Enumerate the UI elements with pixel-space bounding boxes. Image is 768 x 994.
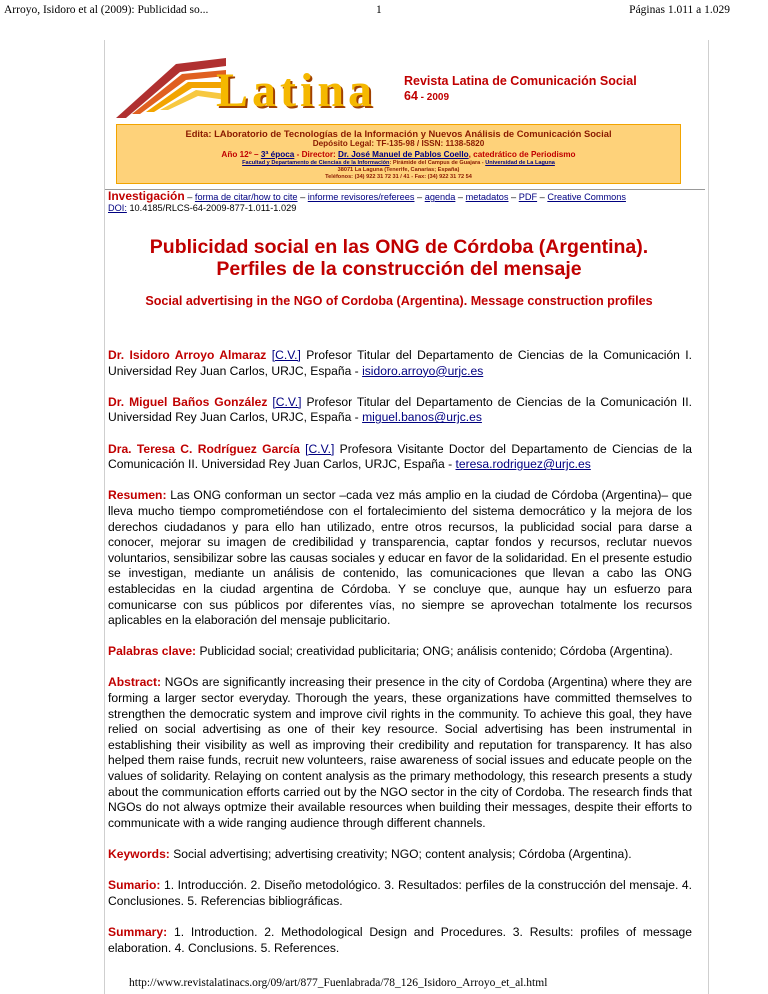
nav-link-referees[interactable]: informe revisores/referees <box>307 192 415 202</box>
journal-separator: - <box>417 92 427 103</box>
banner-legal: Depósito Legal: TF-135-98 / ISSN: 1138-5820 <box>312 139 485 148</box>
article-nav: Investigación – forma de citar/how to cite – informe revisores/referees – agenda – metadatos – PDF – Creative Commons DOI: 10.4185/RLCS-64-2009-877-1.011-1.029 <box>108 189 626 213</box>
sumario-paragraph: Sumario: 1. Introducción. 2. Diseño metodológico. 3. Resultados: perfiles de la construcción del mensaje. 4. Conclusiones. 5. Referencias bibliográficas. <box>108 878 692 908</box>
nav-divider <box>105 189 705 190</box>
print-footer-url: http://www.revistalatinacs.org/09/art/877_Fuenlabrada/78_126_Isidoro_Arroyo_et_al.html <box>129 977 548 989</box>
journal-year: 2009 <box>426 92 450 103</box>
banner-director-line: Año 12º – 3ª época - Director: Dr. José Manuel de Pablos Coello, catedrático de Periodismo <box>221 150 576 159</box>
cv-link[interactable]: [C.V.] <box>305 441 335 456</box>
nav-link-metadata[interactable]: metadatos <box>465 192 509 202</box>
print-page-number: 1 <box>376 4 382 16</box>
email-link[interactable]: miguel.banos@urjc.es <box>362 410 482 425</box>
article-subtitle: Social advertising in the NGO of Cordoba (Argentina). Message construction profiles <box>145 294 653 308</box>
keywords-label: Keywords: <box>108 847 170 861</box>
print-page-range: Páginas 1.011 a 1.029 <box>629 4 730 16</box>
doi-value: 10.4185/RLCS-64-2009-877-1.011-1.029 <box>126 203 297 213</box>
palabras-clave-paragraph: Palabras clave: Publicidad social; creatividad publicitaria; ONG; análisis contenido; Córdoba (Argentina). <box>108 644 673 659</box>
journal-title <box>404 74 694 105</box>
cv-link[interactable]: [C.V.] <box>271 348 301 362</box>
summary-paragraph: Summary: 1. Introduction. 2. Methodological Design and Procedures. 3. Results: profiles of message elaboration. 4. Conclusions. 5. References. <box>108 924 692 955</box>
author-3: Dra. Teresa C. Rodríguez García [C.V.] Profesora Visitante Doctor del Departamento de Ciencias de la Comunicación II. Universidad Rey Juan Carlos, URJC, España - teresa.rodriguez@urjc.es <box>108 441 692 472</box>
article-body <box>108 348 692 972</box>
author-name: Dr. Miguel Baños González <box>108 394 268 409</box>
sumario-label: Sumario: <box>108 878 161 893</box>
article-title: Publicidad social en las ONG de Córdoba (Argentina). Perfiles de la construcción del mensaje <box>149 236 649 280</box>
author-name: Dr. Isidoro Arroyo Almaraz <box>108 348 267 362</box>
epoca-link[interactable]: 3ª época <box>260 150 295 159</box>
latina-logo[interactable] <box>116 56 386 120</box>
publisher-banner <box>116 124 681 184</box>
abstract-label: Abstract: <box>108 675 162 690</box>
abstract-paragraph: Abstract: NGOs are significantly increasing their presence in the city of Cordoba (Argentina) where they are forming a larger sector everyday. Thorough the years, these organizations have committed themselves to strengthen the democratic system and improve civil rights in the community. To achieve this goal, they have relied on social advertising as one of their key resource. Social advertising has been instrumental in establishing their visibility as well as improving their credibility and reputation for transparency. It has also helped them raise funds, recruit new volunteers, raise awareness of social issues and educate people on the values of solidarity. Relaying on content analysis as the primary methodology, this research presents a study about the communication efforts carried out by the NGO sector in the city of Cordoba. The research finds that NGOs do not always optmize their available resources when building their messages, despite their efforts to communicate with a wide ranging audience through different channels. <box>108 675 692 830</box>
resumen-paragraph: Resumen: Las ONG conforman un sector –cada vez más amplio en la ciudad de Córdoba (Argentina)– que lleva mucho tiempo comprometiéndose con el fortalecimiento del sistema democrático y la mejora de los derechos ciudadanos y para ello han utilizado, entre otros recursos, la publicidad social para darse a conocer, mejorar su imagen de credibilidad y transparencia, captar fondos y recursos, reclutar nuevos voluntarios, sensibilizar sobre las causas sociales y educar en favor de la solidaridad. En el presente estudio se investigan, mediante un análisis de contenido, las comunicaciones que llevan a cabo las ONG establecidas en la ciudad argentina de Córdoba. Y se concluye que, aunque hay un esfuerzo para comunicarse con sus públicos por diferentes vías, no siempre se aprovechan totalmente los recursos aplicables en la elaboración del mensaje publicitario. <box>108 488 692 628</box>
director-link[interactable]: Dr. José Manuel de Pablos Coello <box>338 150 469 159</box>
logo-swoosh-icon <box>116 56 226 120</box>
banner-publisher: Edita: LAboratorio de Tecnologías de la Información y Nuevos Análisis de Comunicación Social <box>185 128 612 139</box>
journal-issue: 64 <box>404 89 418 103</box>
doi-label[interactable]: DOI: <box>108 203 127 213</box>
keywords-paragraph: Keywords: Social advertising; advertising creativity; NGO; content analysis; Córdoba (Argentina). <box>108 847 632 861</box>
author-2: Dr. Miguel Baños González [C.V.] Profesor Titular del Departamento de Ciencias de la Comunicación II. Universidad Rey Juan Carlos, URJC, España - miguel.banos@urjc.es <box>108 394 692 425</box>
banner-phones: Teléfonos: (34) 922 31 72 31 / 41 - Fax: (34) 922 31 72 54 <box>325 174 472 180</box>
author-name: Dra. Teresa C. Rodríguez García <box>108 441 300 456</box>
summary-label: Summary: <box>108 924 168 939</box>
email-link[interactable]: teresa.rodriguez@urjc.es <box>455 457 591 472</box>
banner-faculty-line: Facultad y Departamento de Ciencias de la Información: Pirámide del Campus de Guajara - Universidad de La Laguna <box>242 160 555 166</box>
print-header-title: Arroyo, Isidoro et al (2009): Publicidad so... <box>4 4 209 16</box>
nav-link-creative-commons[interactable]: Creative Commons <box>547 192 626 202</box>
resumen-label: Resumen: <box>108 488 167 503</box>
palabras-label: Palabras clave: <box>108 644 197 659</box>
nav-link-cite[interactable]: forma de citar/how to cite <box>194 192 298 202</box>
email-link[interactable]: isidoro.arroyo@urjc.es <box>362 363 484 378</box>
print-header <box>0 4 768 20</box>
cv-link[interactable]: [C.V.] <box>272 394 302 409</box>
university-link[interactable]: Universidad de La Laguna <box>485 160 555 166</box>
journal-name: Revista Latina de Comunicación Social <box>404 74 637 88</box>
faculty-link[interactable]: Facultad y Departamento de Ciencias de la Información <box>242 160 390 166</box>
section-label: Investigación <box>108 189 185 203</box>
banner-address: 38071 La Laguna (Tenerife, Canarias; España) <box>337 167 460 173</box>
author-1: Dr. Isidoro Arroyo Almaraz [C.V.] Profesor Titular del Departamento de Ciencias de la Comunicación I. Universidad Rey Juan Carlos, URJC, España - isidoro.arroyo@urjc.es <box>108 348 692 378</box>
nav-link-pdf[interactable]: PDF <box>518 192 538 202</box>
nav-link-agenda[interactable]: agenda <box>424 192 456 202</box>
logo-wordmark: Latina <box>216 64 377 117</box>
